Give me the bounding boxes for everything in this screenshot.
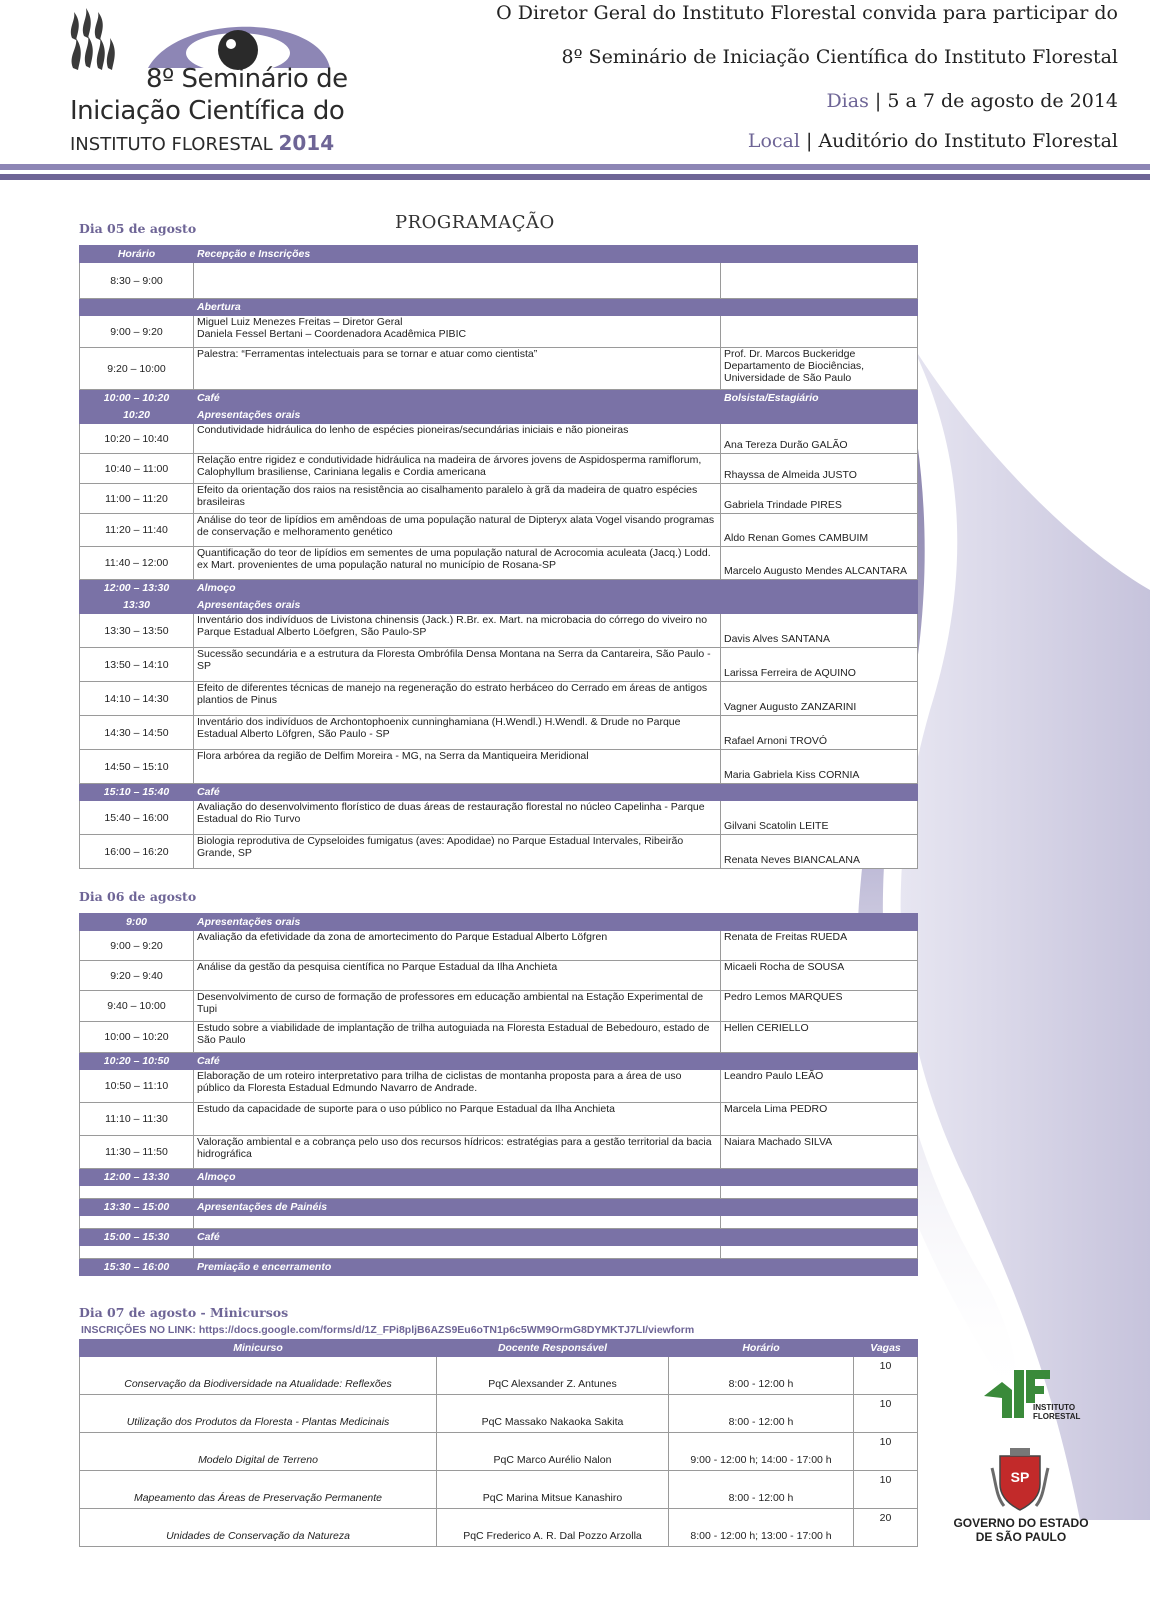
time-cell [80,299,194,316]
section-title: Apresentações orais [194,914,721,931]
time-cell: 9:20 – 9:40 [80,961,194,991]
presenter: Larissa Ferreira de AQUINO [721,648,918,682]
section-title: Apresentações de Painéis [194,1199,721,1216]
talk-title: Relação entre rigidez e condutividade hidráulica na madeira de árvores jovens de Aspidosperma ramiflorum, Calophyllum brasiliense, Cariniana legalis e Cordia americana [194,454,721,484]
talk-title: Inventário dos indivíduos de Archontophoenix cunninghamiana (H.Wendl.) H.Wendl. & Drude no Parque Estadual Alberto Löfgren, São Paulo - SP [194,716,721,750]
section-title: Almoço [194,1169,721,1186]
course-time: 9:00 - 12:00 h; 14:00 - 17:00 h [669,1433,854,1471]
talk-title: Flora arbórea da região de Delfim Moreira - MG, na Serra da Mantiqueira Meridional [194,750,721,784]
time-cell: 10:20 – 10:50 [80,1053,194,1070]
logo-institute: INSTITUTO FLORESTAL 2014 [70,131,335,155]
time-cell: 13:50 – 14:10 [80,648,194,682]
blank-row [80,1186,918,1199]
schedule-row [80,648,918,682]
course-name: Unidades de Conservação da Natureza [80,1509,437,1547]
day1-schedule-table [79,245,918,869]
section-header-row [80,1053,918,1070]
talk-title: Sucessão secundária e a estrutura da Floresta Ombrófila Densa Montana na Serra da Cantareira, São Paulo - SP [194,648,721,682]
column-header: Horário [669,1340,854,1357]
time-cell: 10:40 – 11:00 [80,454,194,484]
minicourse-row [80,1357,918,1395]
talk-title [194,263,721,299]
time-cell: 13:30 – 13:50 [80,614,194,648]
talk-title: Avaliação da efetividade da zona de amortecimento do Parque Estadual Alberto Löfgren [194,931,721,961]
section-header-row [80,914,918,931]
time-cell: 9:20 – 10:00 [80,348,194,390]
schedule-row [80,316,918,348]
schedule-row [80,348,918,390]
course-teacher: PqC Marco Aurélio Nalon [437,1433,669,1471]
time-cell: 11:40 – 12:00 [80,547,194,580]
schedule-row [80,1103,918,1136]
presenter: Gabriela Trindade PIRES [721,484,918,514]
section-header-row [80,1169,918,1186]
time-cell: 13:30 [80,597,194,614]
schedule-row [80,835,918,869]
talk-title: Estudo da capacidade de suporte para o uso público no Parque Estadual da Ilha Anchieta [194,1103,721,1136]
course-seats: 20 [854,1509,918,1547]
talk-title: Efeito de diferentes técnicas de manejo na regeneração do estrato herbáceo do Cerrado em áreas de antigos plantios de Pinus [194,682,721,716]
course-teacher: PqC Marina Mitsue Kanashiro [437,1471,669,1509]
section-header-row [80,580,918,597]
time-cell: 11:30 – 11:50 [80,1136,194,1169]
schedule-row [80,1136,918,1169]
section-right-label [721,1199,918,1216]
sao-paulo-coat-of-arms-icon [990,1448,1050,1513]
schedule-row [80,961,918,991]
day2-schedule-table [79,913,918,1276]
talk-title: Análise da gestão da pesquisa científica no Parque Estadual da Ilha Anchieta [194,961,721,991]
section-right-label [721,1229,918,1246]
minicourse-row [80,1509,918,1547]
blank-row [80,1216,918,1229]
section-header-row [80,784,918,801]
course-name: Conservação da Biodiversidade na Atualidade: Reflexões [80,1357,437,1395]
talk-title: Efeito da orientação dos raios na resistência ao cisalhamento paralelo à grã da madeira de quatro espécies brasileiras [194,484,721,514]
course-name: Modelo Digital de Terreno [80,1433,437,1471]
svg-text:SP: SP [1010,1469,1030,1485]
instituto-florestal-logo-icon [984,1370,1094,1430]
course-seats: 10 [854,1357,918,1395]
presenter: Maria Gabriela Kiss CORNIA [721,750,918,784]
schedule-row [80,1070,918,1103]
section-header-row [80,1259,918,1276]
time-cell: 10:20 – 10:40 [80,424,194,454]
time-cell: 11:00 – 11:20 [80,484,194,514]
schedule-row [80,801,918,835]
registration-link[interactable]: INSCRIÇÕES NO LINK: https://docs.google.com/forms/d/1Z_FPi8pljB6AZS9Eu6oTN1p6c5WM9OrmG8DYMKTJ7LI/viewform [81,1324,695,1336]
section-title: Café [194,1053,721,1070]
presenter: Naiara Machado SILVA [721,1136,918,1169]
course-teacher: PqC Alexsander Z. Antunes [437,1357,669,1395]
presenter [721,316,918,348]
section-header-row [80,246,918,263]
presenter: Renata de Freitas RUEDA [721,931,918,961]
section-title: Apresentações orais [194,597,721,614]
section-header-row [80,390,918,407]
time-cell: 10:00 – 10:20 [80,390,194,407]
presenter: Renata Neves BIANCALANA [721,835,918,869]
section-title: Apresentações orais [194,407,721,424]
talk-title: Desenvolvimento de curso de formação de professores em educação ambiental na Estação Experimental de Tupi [194,991,721,1022]
government-name: GOVERNO DO ESTADO DE SÃO PAULO [953,1516,1089,1544]
section-title: Premiação e encerramento [194,1259,721,1276]
blank-cell [80,1246,194,1259]
section-title: Almoço [194,580,721,597]
section-right-label [721,1053,918,1070]
event-dates: Dias | 5 a 7 de agosto de 2014 [826,90,1118,112]
blank-cell [721,1246,918,1259]
time-cell: 10:20 [80,407,194,424]
course-seats: 10 [854,1433,918,1471]
schedule-row [80,514,918,547]
time-cell: 14:30 – 14:50 [80,716,194,750]
day2-label: Dia 06 de agosto [79,889,197,904]
schedule-row [80,991,918,1022]
talk-title: Condutividade hidráulica do lenho de espécies pioneiras/secundárias iniciais e não pioneiras [194,424,721,454]
talk-title: Valoração ambiental e a cobrança pelo uso dos recursos hídricos: estratégias para a gestão territorial da bacia hidrográfica [194,1136,721,1169]
section-title: Recepção e Inscrições [194,246,721,263]
time-cell: 15:30 – 16:00 [80,1259,194,1276]
section-right-label [721,407,918,424]
talk-title: Biologia reprodutiva de Cypseloides fumigatus (aves: Apodidae) no Parque Estadual Intervales, Ribeirão Grande, SP [194,835,721,869]
course-seats: 10 [854,1471,918,1509]
event-name: 8º Seminário de Iniciação Científica do Instituto Florestal [561,46,1118,68]
section-title: Café [194,390,721,407]
course-seats: 10 [854,1395,918,1433]
time-cell: Horário [80,246,194,263]
presenter: Micaeli Rocha de SOUSA [721,961,918,991]
instituto-florestal-name: INSTITUTO FLORESTAL [1033,1403,1081,1421]
blank-cell [194,1186,721,1199]
presenter: Aldo Renan Gomes CAMBUIM [721,514,918,547]
presenter: Prof. Dr. Marcos Buckeridge Departamento de Biociências, Universidade de São Paulo [721,348,918,390]
minicourse-header-row [80,1340,918,1357]
time-cell: 12:00 – 13:30 [80,1169,194,1186]
logo-title-line2: Iniciação Científica do [70,96,345,126]
schedule-row [80,424,918,454]
course-teacher: PqC Massako Nakaoka Sakita [437,1395,669,1433]
schedule-row [80,682,918,716]
blank-cell [721,1216,918,1229]
section-right-label [721,580,918,597]
time-cell: 11:10 – 11:30 [80,1103,194,1136]
column-header: Docente Responsável [437,1340,669,1357]
schedule-row [80,454,918,484]
minicourse-row [80,1471,918,1509]
section-header-row [80,299,918,316]
blank-cell [194,1246,721,1259]
talk-title: Estudo sobre a viabilidade de implantação de trilha autoguiada na Floresta Estadual de Bebedouro, estado de São Paulo [194,1022,721,1053]
header-band [0,164,1150,170]
header-band-dark [0,174,1150,180]
presenter: Davis Alves SANTANA [721,614,918,648]
course-name: Utilização dos Produtos da Floresta - Plantas Medicinais [80,1395,437,1433]
section-right-label [721,1259,918,1276]
time-cell: 9:00 – 9:20 [80,931,194,961]
time-cell: 14:10 – 14:30 [80,682,194,716]
presenter: Vagner Augusto ZANZARINI [721,682,918,716]
course-time: 8:00 - 12:00 h [669,1357,854,1395]
talk-title: Avaliação do desenvolvimento florístico de duas áreas de restauração florestal no núcleo Capelinha - Parque Estadual do Rio Turvo [194,801,721,835]
time-cell: 11:20 – 11:40 [80,514,194,547]
presenter: Rafael Arnoni TROVÓ [721,716,918,750]
time-cell: 9:00 [80,914,194,931]
section-header-row [80,597,918,614]
schedule-row [80,263,918,299]
talk-title: Miguel Luiz Menezes Freitas – Diretor Geral Daniela Fessel Bertani – Coordenadora Acadêmica PIBIC [194,316,721,348]
talk-title: Análise do teor de lipídios em amêndoas de uma população natural de Dipteryx alata Vogel visando programas de conservação e melhoramento genético [194,514,721,547]
time-cell: 9:40 – 10:00 [80,991,194,1022]
talk-title: Quantificação do teor de lipídios em sementes de uma população natural de Acrocomia aculeata (Jacq.) Lodd. ex Mart. provenientes de uma população natural no município de Rosana-SP [194,547,721,580]
presenter: Hellen CERIELLO [721,1022,918,1053]
section-title: Café [194,1229,721,1246]
course-time: 8:00 - 12:00 h [669,1395,854,1433]
column-header: Minicurso [80,1340,437,1357]
course-time: 8:00 - 12:00 h [669,1471,854,1509]
time-cell: 8:30 – 9:00 [80,263,194,299]
minicourse-row [80,1433,918,1471]
time-cell: 15:40 – 16:00 [80,801,194,835]
talk-title: Inventário dos indivíduos de Livistona chinensis (Jack.) R.Br. ex. Mart. na microbacia do córrego do viveiro no Parque Estadual Alberto Löefgren, São Paulo-SP [194,614,721,648]
time-cell: 14:50 – 15:10 [80,750,194,784]
time-cell: 15:10 – 15:40 [80,784,194,801]
section-title: Café [194,784,721,801]
time-cell: 10:00 – 10:20 [80,1022,194,1053]
presenter: Ana Tereza Durão GALÃO [721,424,918,454]
section-header-row [80,1229,918,1246]
time-cell: 12:00 – 13:30 [80,580,194,597]
section-right-label [721,597,918,614]
presenter [721,263,918,299]
section-title: Abertura [194,299,721,316]
schedule-row [80,1022,918,1053]
blank-row [80,1246,918,1259]
blank-cell [721,1186,918,1199]
presenter: Rhayssa de Almeida JUSTO [721,454,918,484]
time-cell: 13:30 – 15:00 [80,1199,194,1216]
minicourse-row [80,1395,918,1433]
program-title: PROGRAMAÇÃO [395,212,555,233]
blank-cell [80,1216,194,1229]
course-time: 8:00 - 12:00 h; 13:00 - 17:00 h [669,1509,854,1547]
minicourse-table [79,1339,918,1547]
time-cell: 15:00 – 15:30 [80,1229,194,1246]
blank-cell [194,1216,721,1229]
schedule-row [80,614,918,648]
presenter: Gilvani Scatolin LEITE [721,801,918,835]
section-right-label [721,246,918,263]
talk-title: Elaboração de um roteiro interpretativo para trilha de ciclistas de montanha proposta para a área de uso público da Floresta Estadual Edmundo Navarro de Andrade. [194,1070,721,1103]
presenter: Pedro Lemos MARQUES [721,991,918,1022]
section-right-label [721,784,918,801]
section-header-row [80,407,918,424]
section-right-label [721,914,918,931]
schedule-row [80,484,918,514]
section-right-label: Bolsista/Estagiário [721,390,918,407]
talk-title: Palestra: “Ferramentas intelectuais para se tornar e atuar como cientista” [194,348,721,390]
course-teacher: PqC Frederico A. R. Dal Pozzo Arzolla [437,1509,669,1547]
day3-label: Dia 07 de agosto - Minicursos [79,1305,289,1320]
section-right-label [721,1169,918,1186]
schedule-row [80,931,918,961]
logo-year: 2014 [278,131,335,155]
presenter: Leandro Paulo LEÃO [721,1070,918,1103]
logo-title-line1: 8º Seminário de [146,64,348,94]
day1-label: Dia 05 de agosto [79,221,197,236]
schedule-row [80,750,918,784]
schedule-row [80,547,918,580]
presenter: Marcela Lima PEDRO [721,1103,918,1136]
course-name: Mapeamento das Áreas de Preservação Permanente [80,1471,437,1509]
section-right-label [721,299,918,316]
time-cell: 16:00 – 16:20 [80,835,194,869]
column-header: Vagas [854,1340,918,1357]
event-place: Local | Auditório do Instituto Florestal [747,130,1118,152]
section-header-row [80,1199,918,1216]
schedule-row [80,716,918,750]
time-cell: 9:00 – 9:20 [80,316,194,348]
blank-cell [80,1186,194,1199]
time-cell: 10:50 – 11:10 [80,1070,194,1103]
invitation-line: O Diretor Geral do Instituto Florestal convida para participar do [496,2,1118,24]
presenter: Marcelo Augusto Mendes ALCANTARA [721,547,918,580]
